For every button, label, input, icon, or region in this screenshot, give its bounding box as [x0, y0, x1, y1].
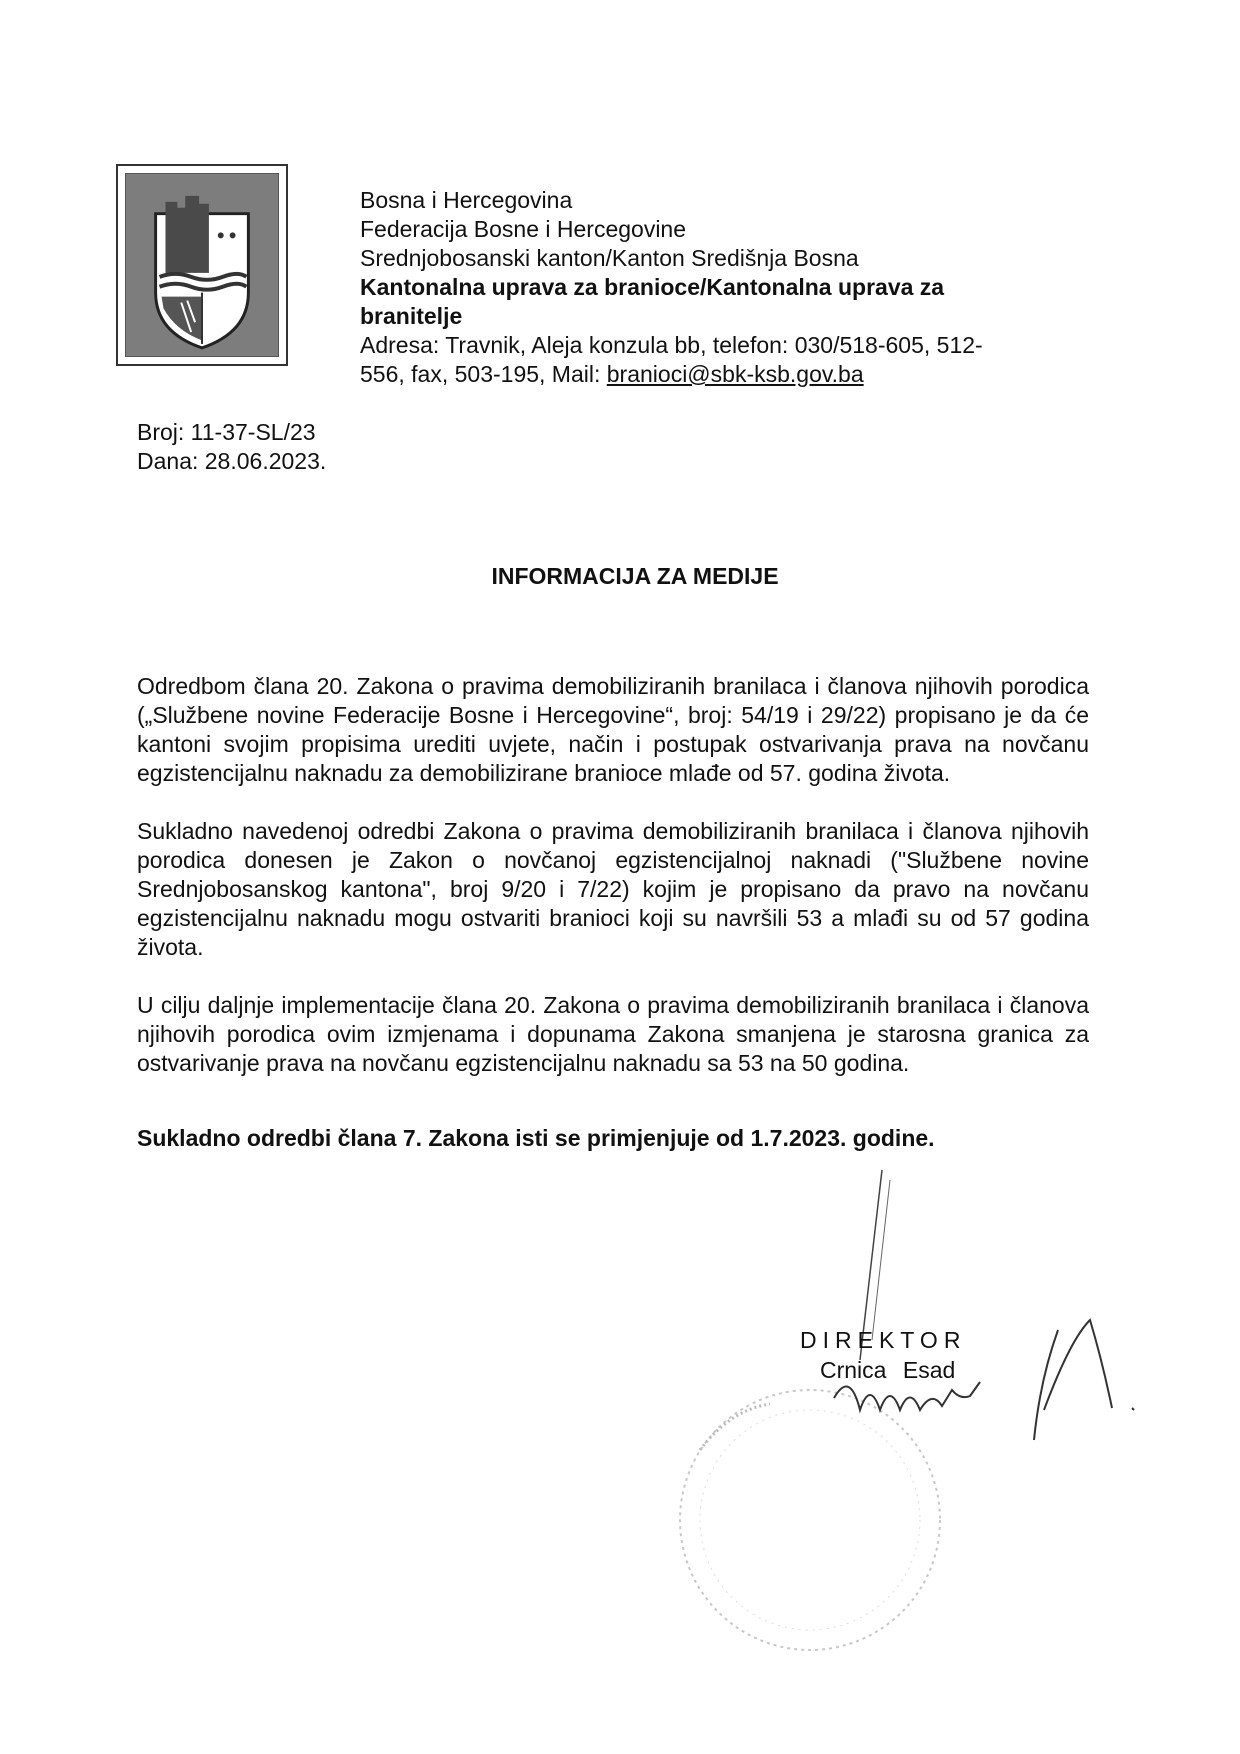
office-name-line1: Kantonalna uprava za branioce/Kantonalna uprava za: [360, 274, 945, 300]
document-title: INFORMACIJA ZA MEDIJE: [491, 563, 779, 589]
body-paragraph-2: Sukladno navedenoj odredbi Zakona o pravima demobiliziranih branilaca i članova njihovih porodica donesen je Zakon o novčanoj egzistencijalnoj naknadi ("Službene novine Srednjobosanskog kantona", broj 9/20 i 7/22) kojim je propisano da pravo na novčanu egzistencijalnu naknadu mogu ostvariti branioci koji su navršili 53 a mlađi su od 57 godina života.: [137, 818, 1089, 960]
coat-of-arms-frame: [116, 164, 288, 366]
office-name-line2: branitelje: [360, 303, 463, 329]
signatory-role: DIREKTOR: [800, 1327, 967, 1353]
address-line2: [360, 360, 1060, 389]
body-paragraph-1: Odredbom člana 20. Zakona o pravima demobiliziranih branilaca i članova njihovih porodica („Službene novine Federacije Bosne i Hercegovine“, broj: 54/19 i 29/22) propisano je da će kantoni svojim propisima urediti uvjete, način i postupak ostvarivanja prava na novčanu egzistencijalnu naknadu za demobilizirane branioce mlađe od 57. godina života.: [137, 673, 1089, 786]
canton-name: Srednjobosanski kanton/Kanton Središnja Bosna: [360, 245, 859, 271]
body-paragraph-3: U cilju daljnje implementacije člana 20. Zakona o pravima demobiliziranih branilaca i članova njihovih porodica ovim izmjenama i dopunama Zakona smanjena je starosna granica za ostvarivanje prava na novčanu egzistencijalnu naknadu sa 53 na 50 godina.: [137, 992, 1089, 1076]
document-reference: [137, 418, 326, 476]
address-line1: Adresa: Travnik, Aleja konzula bb, telefon: 030/518-605, 512-: [360, 332, 983, 358]
email-link[interactable]: branioci@sbk-ksb.gov.ba: [606, 361, 864, 387]
address-line2-text: 556, fax, 503-195, Mail:: [360, 361, 607, 387]
letterhead: [360, 186, 1060, 389]
country-name: Bosna i Hercegovina: [360, 187, 573, 213]
handwritten-signature-icon: [820, 1160, 1180, 1460]
signatory-name: Crnica Esad: [820, 1357, 956, 1383]
federation-name: Federacija Bosne i Hercegovine: [360, 216, 687, 242]
closing-statement: Sukladno odredbi člana 7. Zakona isti se primjenjuje od 1.7.2023. godine.: [137, 1125, 935, 1151]
coat-of-arms-icon: [125, 173, 279, 357]
reference-number: Broj: 11-37-SL/23: [137, 419, 316, 445]
signature-block: [800, 1325, 966, 1385]
reference-date: Dana: 28.06.2023.: [137, 448, 327, 474]
document-body: [137, 672, 1089, 1182]
